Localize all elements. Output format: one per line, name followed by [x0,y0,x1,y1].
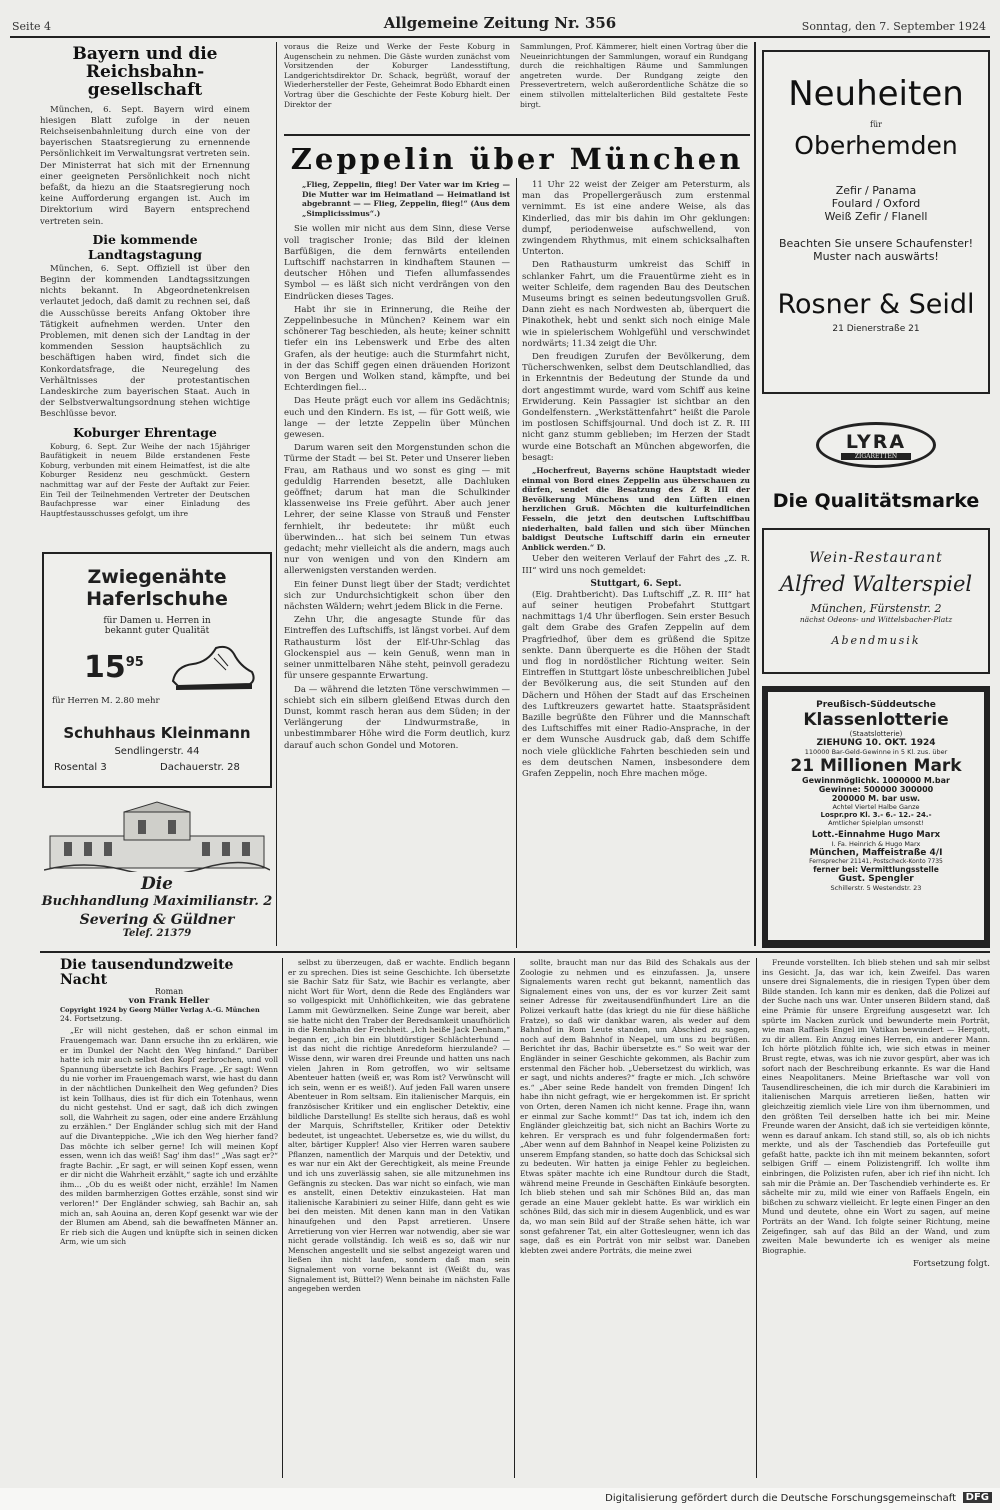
lotterie-l13: Lott.-Einnahme Hugo Marx [811,830,941,840]
walterspiel-music: Abendmusik [831,634,921,647]
kleinmann-l5: für Herren M. 2.80 mehr [52,696,160,706]
ad-neuheiten-subtitle: Oberhemden [794,131,958,160]
headline-zeppelin: Zeppelin über München [290,144,744,175]
ad-lotterie-inner [768,692,984,940]
lotterie-l17: ferner bei: Vermittlungsstelle [813,865,939,874]
zeppelin-column-a [284,180,510,948]
buchhandlung-phone: Telef. 21379 [122,928,192,939]
walterspiel-address: München, Fürstenstr. 2 [810,602,942,615]
issue-date: Sonntag, den 7. September 1924 [801,20,986,33]
lotterie-l18: Gust. Spengler [838,874,914,884]
feuilleton-continued: Fortsetzung folgt. [913,1259,990,1270]
feuilleton-title: Die tausendundzweite Nacht [60,958,234,988]
koburg-continuation-2 [520,42,748,130]
header-rule [10,36,990,38]
kleinmann-addr3: Dachauerstr. 28 [160,762,240,773]
ad-fabrics-3: Weiß Zefir / Flanell [824,210,928,223]
zeppelin-paragraph-4: Darum waren seit den Morgenstunden schon die Türme der Stadt — bei St. Peter und Unserer lieben Frau, am Rathaus und wo sonst es ging — mit geduldig Harrenden besetzt, alle Dachluken geöffnet; darum hat man die Schulkinder klassenweise ins Freie geführt. Aber auch jener Lehrer, der seine Klasse von Strauß und Fenster fernhielt, ihr bedeutete: ihr müßt euch überwinden... hat sich bei seinem Tun etwas gedacht; mehr vielleicht als die andern, mags auch nur von wenigen und von den Kindern am allerwenigsten verstanden werden. [284,443,510,577]
kleinmann-l3: für Damen u. Herren in [103,616,211,626]
rule-above-zeppelin [284,134,750,136]
kleinmann-l1: Zwiegenähte [87,566,227,588]
ad-walterspiel [762,528,990,674]
zeppelin-message: „Hocherfreut, Bayerns schöne Hauptstadt wieder einmal von Bord eines Zeppelin aus überschauen zu dürfen, sendet die Besatzung des Z R III der Bevölkerung Münchens und den Lüften einen herzlichen Gruß. Möchten die kulturfeindlichen Fesseln, die jetzt den deutschen Luftschiffbau niederhalten, bald fallen und sich über München baldigst Deutsche Luftschiff darin ein erneuter Anblick werden.“ D. [522,466,750,552]
ad-kleinmann [42,552,272,788]
lotterie-l1: Preußisch-Süddeutsche [816,700,936,710]
ad-note-2: Muster nach auswärts! [813,250,939,263]
lotterie-l16: Fernsprecher 21141, Postscheck-Konto 7735 [809,858,943,865]
koburg-continued-text-2: Sammlungen, Prof. Kämmerer, hielt einen Vortrag über die Neueinrichtungen der Sammlungen, worauf ein Rundgang durch die reichhaltigen Räume und Sammlungen angetreten wurde. Der Rundgang zeigte den Pressevertretern, welch außerordentliche Schätze die so einem stilvollen mittelalterlichen Bild gestaltete Feste birgt. [520,42,748,109]
feuilleton-genre: Roman [154,987,184,997]
ad-lyra [762,404,990,520]
column-rule-3 [754,42,756,946]
lyra-slogan: Die Qualitätsmarke [772,490,980,512]
feuilleton-text-1: „Er will nicht gestehen, daß er schon einmal im Frauengemach war. Dann ersuche ihn zu erklären, wie er im Dunkel der Nacht den Weg hinfand.“ Darüber hatte ich mir auch selbst den Kopf zerbrochen, und voll Spannung übersetzte ich Bachirs Frage. „Er sagt: Wenn du nie vorher im Frauengemach warst, wie hast du dann in der nächtlichen Dunkelheit den Weg gefunden? Dies ist kein Tollhaus, dies ist für dich ein Totenhaus, wenn du nicht gestehst. Und er sagt, daß ich dich zwingen soll, die Wahrheit zu sagen, oder eine andere Erzählung zu erzählen.“ Der Engländer schlug sich mit der Hand auf die Divanteppiche. „Wie ich den Weg hierher fand? Das möchte ich selber gerne! Ich will meinen Kopf essen, wenn ich das weiß! Sag' ihm das!“ „Was sagt er?“ fragte Bachir. „Er sagt, er will seinen Kopf essen, wenn er dir nicht die Wahrheit erzählt,“ sagte ich und erzählte ihm... „Ob du es weißt oder nicht, erzähle! Im Namen des milden barmherzigen Gottes erzähle, sonst sind wir verloren!“ Der Engländer schwieg, sah Bachir an, sah mich an, sah Aouina an, deren Kopf gesenkt war wie der der Blumen am Abend, sah die bewaffneten Männer an. Er rieb sich die Augen und knüpfte sich in seinen dicken Arm, wie um sich [60,1026,278,1247]
lotterie-l8: Gewinne: 500000 300000 [818,785,934,794]
footer-bar [0,1488,1000,1510]
article-landtag-text: München, 6. Sept. Offiziell ist über den Beginn der kommenden Landtagssitzungen nichts bekannt. In Abgeordnetenkreisen verlautet jedoch, daß damit zu rechnen sei, daß die Ausschüsse bereits Anfang Oktober ihre Tätigkeit aufnehmen werden. Unter den Problemen, mit denen sich der Landtag in der kommenden Session hauptsächlich zu beschäftigen haben wird, findet sich die Konkordatsfrage, die Neuregelung des Verhältnisses der protestantischen Landeskirche zum bayerischen Staat. Auch in der Selbstverwaltungsordnung stehen wichtige Beschlüsse bevor. [40,263,250,420]
ad-neuheiten-title: Neuheiten [788,74,964,114]
feuilleton-rule-2 [514,958,515,1478]
feuilleton-rule-1 [282,958,283,1478]
feuilleton-column-3 [520,958,750,1480]
article-bayern-text: München, 6. Sept. Bayern wird einem hiesigen Blatt zufolge in der neuen Reichseisenbahnleitung durch eine von der bayerischen Staatsregierung zu ernennende Persönlichkeit im Verwaltungsrat vertreten sein. Der Ministerrat hat sich mit der Ernennung einer geeigneten Persönlichkeit noch nicht befaßt, da hiezu an die Staatsregierung noch keine Aufforderung ergangen ist. Auch im Direktorium wird Bayern entsprechend vertreten sein. [40,104,250,227]
kleinmann-addr2: Rosental 3 [54,762,107,773]
walterspiel-location: nächst Odeons- und Wittelsbacher-Platz [799,615,953,624]
zeppelin-paragraph-2: Habt ihr sie in Erinnerung, die Reihe der Zeppelinbesuche in München? Keinem war ein schönerer Tag beschieden, als heute; keiner schnitt tiefer ein ins Lebenswerk und Erbe des alten Grafen, als der heutige: auch die Sturmfahrt nicht, in der das Schiff gegen einen dräuenden Horizont von Bergen und Wolken stand, kämpfte, und bei Echterdingen fiel... [284,304,510,394]
lyra-logo [816,422,936,468]
lotterie-l3: (Staatslotterie) [849,730,903,738]
zeppelin-paragraph-9: Den Rathausturm umkreist das Schiff in schlanker Fahrt, um die Frauentürme zieht es in weiter Schleife, dem ragenden Bau des Deutschen Museums bringt es seinen bedeutungsvollen Gruß. Dann zieht es nach Nordwesten ab, überquert die Pinakothek, hebt und senkt sich noch einige Male wie in spielerischem Wohlgefühl und verschwindet nordwärts; 11.34 zeigt die Uhr. [522,260,750,349]
column-left-news [40,42,250,547]
feuilleton-text-2: selbst zu überzeugen, daß er wachte. Endlich begann er zu sprechen. Dies ist seine Geschichte. Ich übersetzte sie Bachir Satz für Satz, wie Bachir es verlangte, aber nicht Wort für Wort, denn die Rede des Engländers war so vollgespickt mit Unhöflichkeiten, wie das gebratene Lamm mit Gewürznelken. Seine Zunge war bereit, aber sie hatte nicht den Traber der Beredsamkeit unaufhörlich in die Rennbahn der Frechheit. „Ich heiße Jack Denham,“ begann er, „ich bin ein blutdürstiger Schlächterhund — ist das nicht die richtige Anredeform hierzulande? — Wisse denn, wir waren drei Freunde und hatten uns nach vielen Jahren in Rom getroffen, wo wir seltsame Abenteuer hatten (weiß er, was Rom ist? Verwünscht will ich sein, wenn er es weiß!). Auf jeden Fall waren unsere Abenteuer in Rom seltsam. Ein italienischer Marquis, ein französischer Kritiker und ein englischer Detektiv, eine bildliche Darstellung! Es stellte sich heraus, daß es wohl der Marquis, Schriftsteller, Kritiker oder Detektiv bedeutet, ist ungeachtet. Uebersetze es, wie du willst, du alter, bärtiger Kuppler! Also vier Herren waren saubere Pflanzen, namentlich der Marquis und der Detektiv, und es war nur ein Akt der Gerechtigkeit, als meine Freunde und ich uns zuverlässig sahen, sie alle mitzunehmen ins Gefängnis zu stecken. Das war nicht so einfach, wie man es anstellt, einen Detektiv einzukasteien. Hat man italienische Karabinieri zu seiner Hilfe, dann geht es wie bei den meisten. Mit denen kann man in den Vatikan hinaufgehen und den Papst arretieren. Unsere Arretierung von vier Herren war notwendig, aber sie war nicht gerade vollständig. Ich weiß es so, daß wir nur Menschen angestellt und sie selbst angezeigt waren und ließen ihn nicht laufen, sondern daß man sein Signalement von vorne bekannt ist (Weißt du, was Signalement ist, Büttel?) Wenn beinahe im nächsten Falle angegeben werden [288,958,510,1294]
ad-buchhandlung [40,800,274,940]
zeppelin-paragraph-12: (Eig. Drahtbericht). Das Luftschiff „Z. R. III“ hat auf seiner heutigen Probefahrt Stuttgart nachmittags 1/4 Uhr überflogen. Sein erster Besuch galt dem Grabe des Grafen Zeppelin auf dem Pragfriedhof, über dem es grüßend die Spitze senkte. Dann überquerte es die Höhen der Stadt und flog in nordöstlicher Richtung weiter. Sein Eintreffen in Stuttgart löste unbeschreiblichen Jubel der Bevölkerung aus, die seit Stunden auf den Dächern und Höhen der Stadt auf das Erscheinen des Luftkreuzers gewartet hatte. Staatspräsident Bazille begrüßte den Führer und die Mannschaft des Luftschiffes mit einer Radio-Ansprache, in der er dem Wunsche Ausdruck gab, daß dem Schiffe noch viele glückliche Fahrten beschieden sein und es dem deutschen Namen, insbesondere dem Grafen Zeppelin, noch Ehre machen möge. [522,589,750,780]
feuilleton-text-3: sollte, braucht man nur das Bild des Schakals aus der Zoologie zu nehmen und es einzufassen. Ja, unsere Signalements waren recht gut bekannt, namentlich das Signalement eines von uns, der es vor kurzer Zeit samt seiner Adresse für zweitausendfünfhundert Lire an die Polizei verkauft hatte (das kriegt du nie für diese häßliche Fratze), so daß wir dankbar waren, als weder auf dem Bahnhof in Rom Leute standen, um Abschied zu sagen, noch auf dem Bahnhof in Neapel, um uns zu begrüßen. Berichtet ihr das, Bachir übersetzte es.“ So weit war der Engländer in seiner Geschichte gekommen, als Bachir zum erstenmal den Fächer hob. „Uebersetzest du wirklich, was er sagt, und nichts anderes?“ fragte er mich. „Ich schwöre es.“ „Aber seine Rede handelt von fremden Dingen! Ich habe ihn nicht gefragt, wie er hergekommen ist. Er spricht von Orten, deren Namen ich nicht kenne. Frage ihn, wann er einmal zur Sache kommt!“ Das tat ich, indem ich den Engländer gleichzeitig bat, sich nicht an Bachirs Worte zu kehren. Er versprach es und fuhr folgendermaßen fort: „Aber wenn auf dem Bahnhof in Neapel keine Polizisten zu unserem Empfang standen, so hatte doch das Schicksal sich zu bedeuten. Wir hatten ja einige Fehler zu begleichen. Etwas später machte ich eine Rundtour durch die Stadt, während meine Freunde in Geschäften Einkäufe besorgten. Ich blieb stehen und sah mir Schönes Bild an, das man gerade an eine Mauer geklebt hatte. Es war wirklich ein schönes Bild, das sich mir in diesem Augenblick, und es war da, wo man sein Bild auf der Straße sehen hätte, ich war sonst gefahrener Tat, ein alter Gottesleugner, wenn ich das sage, daß es ein Porträt von mir selbst war. Daneben klebten zwei andere Porträts, die meine zwei [520,958,750,1255]
feuilleton-column-4 [762,958,990,1480]
lotterie-l9: 200000 M. bar usw. [831,794,921,803]
walterspiel-l1: Wein-Restaurant [809,550,943,566]
building-illustration [44,800,270,872]
headline-koburg: Koburger Ehrentage [73,424,217,440]
headline-bayern: Bayern und die Reichsbahn-gesellschaft [72,44,218,100]
lyra-logo-sub: ZIGARETTEN [841,453,911,460]
headline-landtag: Die kommende Landtagstagung [88,231,202,262]
masthead: Allgemeine Zeitung Nr. 356 [383,14,617,32]
ad-neuheiten [762,50,990,394]
stuttgart-dateline: Stuttgart, 6. Sept. [590,578,682,589]
kleinmann-l2: Haferlschuhe [86,588,228,610]
feuilleton-installment: 24. Fortsetzung. [60,1014,123,1024]
zeppelin-poem: „Flieg, Zeppelin, flieg! Der Vater war im Krieg — Die Mutter war im Heimatland — Heimatland ist abgebrannt — — Flieg, Zeppelin, flieg!“ (Aus dem „Simplicissimus“.) [302,180,510,218]
ad-address-rosner: 21 Dienerstraße 21 [832,324,920,334]
walterspiel-name: Alfred Walterspiel [779,572,973,596]
zeppelin-paragraph-10: Den freudigen Zurufen der Bevölkerung, dem Tücherschwenken, selbst dem Deutschlandlied, das in Erkenntnis der Bedeutung der Stunde da und dort angestimmt wurde, ward vom Schiff aus keine Erwiderung. Kein Passagier ist sichtbar an den Gondelfenstern. „Werkstättenfahrt“ heißt die Parole im postlosen Schiffsjournal. Und doch ist Z. R. III nicht ganz stumm geblieben; im Herzen der Stadt wurde eine Botschaft an München abgeworfen, die besagt: [522,352,750,463]
lotterie-date: ZIEHUNG 10. OKT. 1924 [816,738,936,748]
zeppelin-paragraph-5: Ein feiner Dunst liegt über der Stadt; verdichtet sich zur Undurchsichtigkeit schon über den nächsten Wäldern; wehrt jedem Blick in die Ferne. [284,579,510,613]
lotterie-l19: Schillerstr. 5 Westendstr. 23 [830,884,922,892]
feuilleton-column-1 [60,958,278,1480]
lotterie-l15: München, Maffeistraße 4/I [809,848,943,858]
feuilleton-rule [40,951,990,953]
dfg-logo: DFG [963,1492,992,1503]
shoe-illustration [168,636,258,696]
zeppelin-paragraph-11: Ueber den weiteren Verlauf der Fahrt des „Z. R. III“ wird uns noch gemeldet: [522,554,750,576]
lotterie-l7: Gewinnmöglichk. 1000000 M.bar [802,776,950,785]
koburg-continuation [284,42,510,130]
ad-fabrics-2: Foulard / Oxford [831,197,921,210]
lotterie-l10: Achtel Viertel Halbe Ganze [832,803,920,811]
zeppelin-paragraph-3: Das Heute prägt euch vor allem ins Gedächtnis; euch und den Kindern. Es ist, — für Gott weiß, wie lange — der letzte Zeppelin über München gewesen. [284,396,510,441]
lotterie-l14: I. Fa. Heinrich & Hugo Marx [831,840,921,848]
lotterie-l5: 110000 Bar-Geld-Gewinne in 5 Kl. zus. über [804,748,948,756]
footer-text: Digitalisierung gefördert durch die Deutsche Forschungsgemeinschaft [605,1493,956,1504]
page-number: Seite 4 [12,20,51,33]
lotterie-l11: Lospr.pro Kl. 3.- 6.- 12.- 24.- [820,811,932,819]
buchhandlung-name: Buchhandlung Maximilianstr. 2 [41,894,273,909]
feuilleton-text-4: Freunde vorstellten. Ich blieb stehen und sah mir selbst ins Gesicht. Ja, das war ich, kein Zweifel. Das waren unsere drei Signalements, die in riesigen Typen über dem Bilde standen. Ich kann mir es denken, daß die Polizei auf der Suche nach uns war. Unter unseren Bildern stand, daß eine Prämie für unsere Ergreifung ausgesetzt war. Ich spürte im Nacken zurück und bewunderte mein Porträt, wie man Raffaels Engel im Vatikan bewundert — Hergott, zu dir allem. Ein Anzug eines Herren, ein anderer Mann. Ich hörte plötzlich fühlte ich, wie sich etwas in meiner Brust regte, etwas, was ich nie zuvor gespürt, aber was ich sofort nach der Beschreibung erkannte. Es war die Hand eines Neapolitaners. Meine Brieftasche war voll von Tausendlirescheinen, die ich mir durch die Karabinieri im italienischen Marquis arretieren ließen, hatten wir gleichzeitig ziemlich viele Lire von ihm übernommen, und den größten Teil derselben hatte ich bei mir. Meine Freunde waren der Ansicht, daß ich sie verteidigen könnte, wenn es darauf ankam. Ich stand still, so, als ob ich nichts merkte, und als der Taschendieb das Portefeuille gut gefaßt hatte, packte ich ihn mit meinem bekannten, sofort selbigen Griff — einem Polizistengriff. Ich wollte ihm einbringen, die Polizisten rufen, aber ich rief ihn nicht. Ich sah mir die Prämie an. Der Taschendieb verhinderte es. Er sächelte mir zu, mild wie einer von Raffaels Engeln, ein bißchen zu schwarz vielleicht. Er legte einen Finger an den Mund und deutete, ohne ein Wort zu sagen, auf meine Porträts an der Wand. Ich folgte seiner Richtung, meine Zeigefinger, sah auf das Bild an der Wand, und zum zweiten Male bewunderte ich es weniger als meine Biographie. [762,958,990,1255]
column-rule-1 [276,42,277,946]
zeppelin-paragraph-8: 11 Uhr 22 weist der Zeiger am Petersturm, als man das Propellergeräusch zum erstenmal vernimmt. Es ist eine andere Weise, als das Kinderlied, das mir bis dahin im Ohr geklungen: dumpf, periodenweise aufschwellend, von zwingendem Rhythmus, mit einem schicksalhaften Unterton. [522,180,750,258]
lotterie-title: Klassenlotterie [803,710,949,730]
zeppelin-column-b [522,180,750,948]
feuilleton-column-2 [288,958,510,1480]
ad-lotterie [762,686,990,948]
buchhandlung-die: Die [140,874,174,894]
article-koburg-text: Koburg, 6. Sept. Zur Weihe der nach 15jähriger Baufätigkeit in neuem Bilde erstandenen Feste Koburg, verbunden mit einem Heimatfest, ist die alte Koburger Residenz neu geschmückt. Gestern nachmittag war auf der Feste der Auftakt zur Feier. Ein Teil der Teilnehmenden Vertreter der Deutschen Baufachpresse war einer Einladung des Hauptfestausschusses gefolgt, um ihre [40,441,250,518]
ad-fabrics-1: Zefir / Panama [835,184,917,197]
feuilleton-author: von Frank Heller [128,996,210,1007]
ad-note-1: Beachten Sie unsere Schaufenster! [779,237,973,250]
kleinmann-l4: bekannt guter Qualität [104,626,210,636]
kleinmann-firm: Schuhhaus Kleinmann [63,724,251,742]
kleinmann-price: $15^{95}$ [84,650,144,685]
koburg-continued-text: voraus die Reize und Werke der Feste Koburg in Augenschein zu nehmen. Die Gäste wurden zunächst vom Vorsitzenden der Koburger Landesstiftung, Landgerichtsdirektor Dr. Schack, begrüßt, worauf der Wiederhersteller der Feste, Geheimrat Bodo Ebhardt einen Vortrag über die Geschichte der Feste Koburg hielt. Der Direktor der [284,42,510,109]
buchhandlung-owners: Severing & Güldner [79,912,235,928]
zeppelin-paragraph-7: Da — während die letzten Töne verschwimmen — schiebt sich ein silbern gleißend Etwas durch den Dunst, kommt rasch heran aus dem Süden; in der Verlängerung der Lindwurmstraße, in unbestimmbarer Höhe wird die Form deutlich, kurz darauf auch schon Gondel und Motoren. [284,684,510,751]
lyra-logo-text: LYRA [845,431,907,453]
column-rule-2 [516,178,517,948]
lotterie-millions: 21 Millionen Mark [790,756,962,776]
ad-neuheiten-fuer: für [870,120,882,129]
zeppelin-paragraph-1: Sie wollen mir nicht aus dem Sinn, diese Verse voll tragischer Ironie; das Bild der kleinen Barfüßigen, die dem fernwärts enteilenden Luftschiff nachstarren in kindhaftem Staunen — deutscher Höhen und Tiefen allumfassendes Symbol — es läßt sich nicht verdrängen von den Eindrücken dieses Tages. [284,224,510,302]
zeppelin-paragraph-6: Zehn Uhr, die angesagte Stunde für das Eintreffen des Luftschiffs, ist längst vorbei. Auf dem Rathausturm löst der Elf-Uhr-Schlag das Glockenspiel aus — kein Genuß, wenn man in seiner unmittelbaren Nähe steht, peinvoll geradezu für unsere gespannte Erwartung. [284,615,510,682]
feuilleton-copyright: Copyright 1924 by Georg Müller Verlag A.-G. München [60,1006,260,1015]
ad-firm-rosner: Rosner & Seidl [777,289,975,320]
kleinmann-addr1: Sendlingerstr. 44 [114,746,200,757]
feuilleton-rule-3 [756,958,757,1478]
lotterie-l12: Amtlicher Spielplan umsonst! [828,819,924,827]
